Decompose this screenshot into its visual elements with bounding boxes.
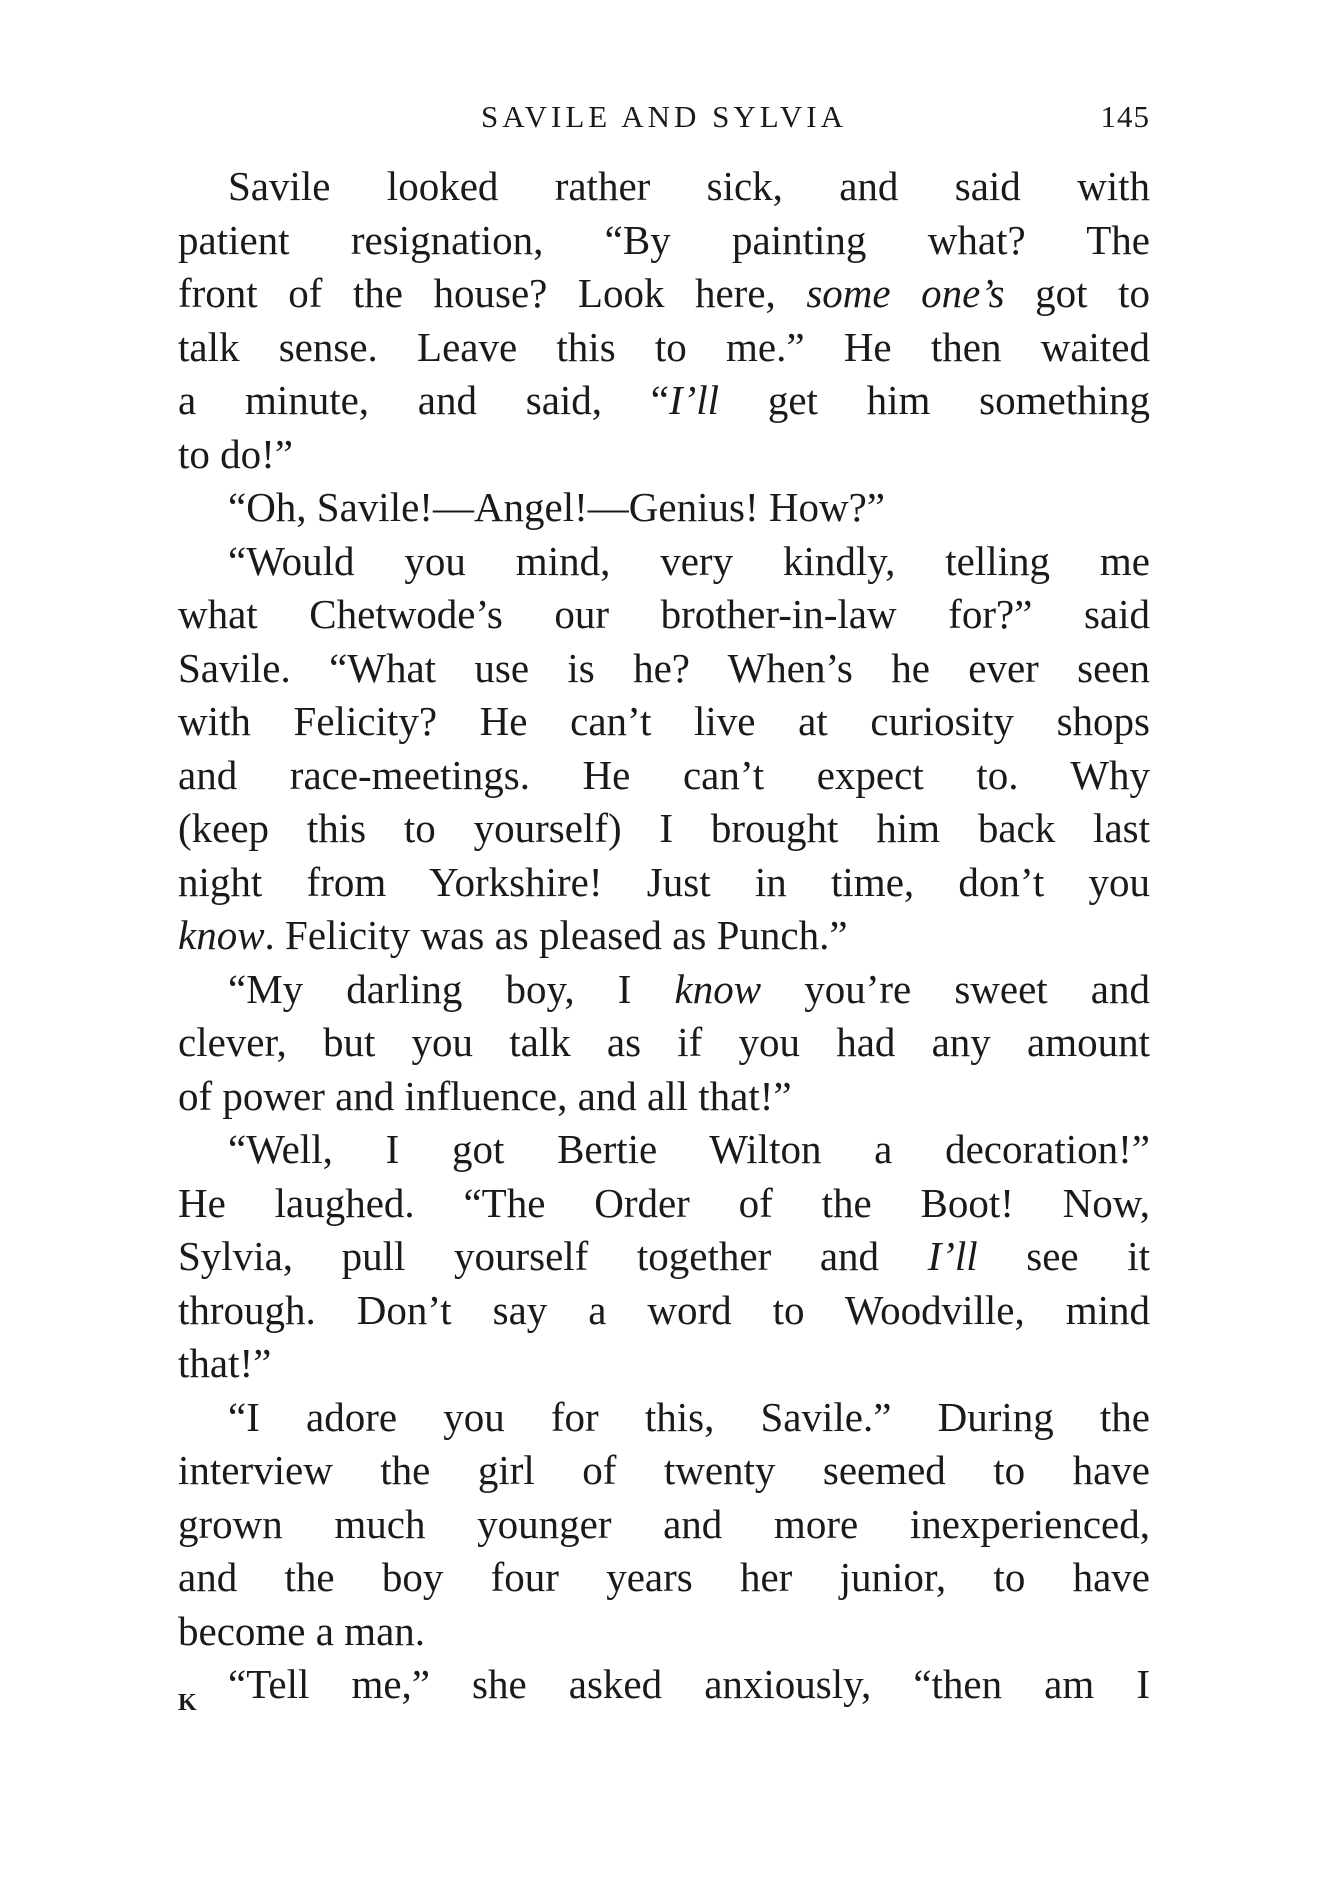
text-line: Sylvia, pull yourself together and I’ll see it bbox=[178, 1233, 1150, 1279]
running-title: SAVILE AND SYLVIA bbox=[481, 99, 847, 134]
text-line: “Would you mind, very kindly, telling me bbox=[228, 537, 1150, 584]
text-line: patient resignation, “By painting what? The bbox=[178, 216, 1150, 263]
text-line: through. Don’t say a word to Woodville, mind bbox=[178, 1286, 1150, 1333]
text-line: know. Felicity was as pleased as Punch.” bbox=[178, 912, 848, 958]
text-line: front of the house? Look here, some one’s got to bbox=[178, 270, 1150, 316]
text-line: that!” bbox=[178, 1340, 272, 1386]
text-line: a minute, and said, “I’ll get him something bbox=[178, 377, 1150, 423]
text-line: (keep this to yourself) I brought him back last bbox=[178, 805, 1150, 851]
text-line: He laughed. “The Order of the Boot! Now, bbox=[178, 1179, 1150, 1226]
text-line: and race-meetings. He can’t expect to. Why bbox=[178, 751, 1150, 798]
text-line: to do!” bbox=[178, 430, 293, 477]
text-line: “Well, I got Bertie Wilton a decoration!” bbox=[228, 1126, 1150, 1172]
text-line: what Chetwode’s our brother-in-law for?” said bbox=[178, 591, 1150, 637]
text-line: and the boy four years her junior, to have bbox=[178, 1554, 1150, 1600]
text-line: of power and influence, and all that!” bbox=[178, 1072, 792, 1119]
text-line: interview the girl of twenty seemed to have bbox=[178, 1447, 1150, 1493]
text-line: become a man. bbox=[178, 1607, 426, 1654]
text-line: with Felicity? He can’t live at curiosity shops bbox=[178, 698, 1150, 744]
text-line: Savile. “What use is he? When’s he ever seen bbox=[178, 644, 1150, 691]
page-number: 145 bbox=[1100, 99, 1150, 134]
text-line: “I adore you for this, Savile.” During the bbox=[228, 1393, 1150, 1440]
text-line: clever, but you talk as if you had any amount bbox=[178, 1019, 1150, 1065]
text-line: Savile looked rather sick, and said with bbox=[228, 163, 1150, 209]
body-text bbox=[178, 160, 1150, 1712]
text-line: “Oh, Savile!—Angel!—Genius! How?” bbox=[228, 484, 885, 530]
text-line: “Tell me,” she asked anxiously, “then am I bbox=[228, 1661, 1150, 1707]
text-line: talk sense. Leave this to me.” He then waited bbox=[178, 323, 1150, 370]
signature-mark: K bbox=[178, 1690, 197, 1716]
text-line: night from Yorkshire! Just in time, don’t you bbox=[178, 858, 1150, 905]
running-head bbox=[178, 94, 1150, 140]
text-line: grown much younger and more inexperienced, bbox=[178, 1500, 1150, 1547]
text-line: “My darling boy, I know you’re sweet and bbox=[228, 965, 1150, 1012]
